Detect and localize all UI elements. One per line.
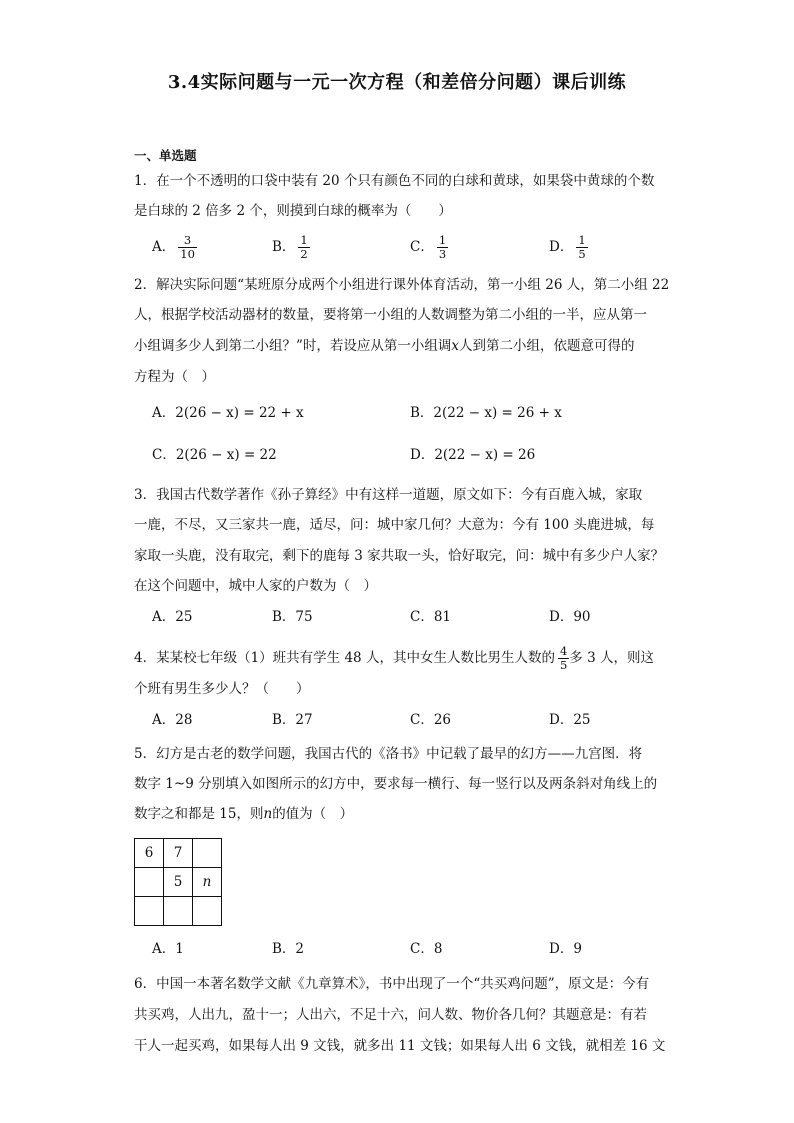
q6-line-3: 干人一起买鸡，如果每人出 9 文钱，就多出 11 文钱；如果每人出 6 文钱，就相差 16 文 bbox=[134, 1038, 666, 1054]
q3-line-1: 3．我国古代数学著作《孙子算经》中有这样一道题，原文如下：今有百鹿入城，家取 bbox=[134, 487, 643, 503]
grid-cell: n bbox=[193, 868, 222, 897]
q3-line-3: 家取一头鹿，没有取完，剩下的鹿每 3 家共取一头，恰好取完，问：城中有多少户人家？ bbox=[134, 548, 665, 564]
fraction: $\frac{1}{5}$ bbox=[578, 233, 586, 261]
q3-option-a: A．25 bbox=[152, 609, 193, 625]
magic-square-grid bbox=[134, 838, 222, 926]
q2-option-d: D．2(22 − x) = 26 bbox=[410, 447, 536, 463]
q1-line-1: 1．在一个不透明的口袋中装有 20 个只有颜色不同的白球和黄球，如果袋中黄球的个数 bbox=[134, 173, 655, 189]
q1-option-c: C． $\frac{1}{3}$ bbox=[410, 233, 447, 261]
q3-option-c: C．81 bbox=[410, 609, 452, 625]
q6-line-2: 共买鸡，人出九，盈十一；人出六，不足十六，问人数、物价各几何？其题意是：有若 bbox=[134, 1007, 647, 1023]
q2-line-3: 小组调多少人到第二小组？”时，若设应从第一小组调x人到第二小组，依题意可得的 bbox=[134, 338, 635, 354]
q4-option-b: B．27 bbox=[272, 712, 313, 728]
page-title: 3.4实际问题与一元一次方程（和差倍分问题）课后训练 bbox=[167, 72, 627, 93]
grid-cell: 7 bbox=[164, 839, 193, 868]
q4-option-a: A．28 bbox=[152, 712, 193, 728]
q1-option-d: D． $\frac{1}{5}$ bbox=[549, 233, 586, 261]
q5-line-2: 数字 1~9 分别填入如图所示的幻方中，要求每一横行、每一竖行以及两条斜对角线上的 bbox=[134, 776, 658, 792]
grid-cell: 6 bbox=[135, 839, 164, 868]
q3-option-b: B．75 bbox=[272, 609, 313, 625]
grid-cell: 5 bbox=[164, 868, 193, 897]
q2-option-c: C．2(26 − x) = 22 bbox=[152, 447, 277, 463]
q4-option-c: C．26 bbox=[410, 712, 452, 728]
fraction: $\frac{1}{2}$ bbox=[300, 233, 308, 261]
q5-option-d: D．9 bbox=[549, 941, 582, 957]
grid-cell bbox=[135, 897, 164, 926]
fraction: $\frac{3}{10}$ bbox=[180, 233, 195, 261]
q4-option-d: D．25 bbox=[549, 712, 591, 728]
section-heading: 一、单选题 bbox=[134, 148, 197, 163]
q4-line-2: 个班有男生多少人？（ ） bbox=[134, 681, 310, 697]
q5-line-1: 5．幻方是古老的数学问题，我国古代的《洛书》中记载了最早的幻方——九宫图．将 bbox=[134, 746, 643, 762]
grid-cell bbox=[135, 868, 164, 897]
q3-line-2: 一鹿，不尽，又三家共一鹿，适尽，问：城中家几何？大意为：今有 100 头鹿进城，每 bbox=[134, 517, 655, 533]
grid-cell bbox=[164, 897, 193, 926]
q1-option-a: A． $\frac{3}{10}$ bbox=[152, 233, 195, 261]
q3-line-4: 在这个问题中，城中人家的户数为（ ） bbox=[134, 578, 377, 594]
variable-n: n bbox=[263, 806, 273, 822]
q1-line-2: 是白球的 2 倍多 2 个，则摸到白球的概率为（ ） bbox=[134, 203, 452, 219]
q5-option-c: C．8 bbox=[410, 941, 443, 957]
q5-option-b: B．2 bbox=[272, 941, 305, 957]
q6-line-1: 6．中国一本著名数学文献《九章算术》，书中出现了一个“共买鸡问题”，原文是：今有 bbox=[134, 976, 650, 992]
q2-option-a: A．2(26 − x) = 22 + x bbox=[152, 405, 304, 421]
grid-cell bbox=[193, 839, 222, 868]
grid-cell bbox=[193, 897, 222, 926]
q1-option-b: B． $\frac{1}{2}$ bbox=[272, 233, 308, 261]
q2-option-b: B．2(22 − x) = 26 + x bbox=[410, 405, 562, 421]
q4-line-1: 4．某某校七年级（1）班共有学生 48 人，其中女生人数比男生人数的 $\frac{4}{5}$ 多 3 人，则这 bbox=[134, 644, 654, 672]
q5-option-a: A．1 bbox=[152, 941, 184, 957]
q5-line-3: 数字之和都是 15，则n的值为（ ） bbox=[134, 806, 354, 822]
q2-line-1: 2．解决实际问题“某班原分成两个小组进行课外体育活动，第一小组 26 人，第二小组 22 bbox=[134, 277, 670, 293]
variable-x: x bbox=[451, 338, 460, 354]
fraction: $\frac{1}{3}$ bbox=[438, 233, 447, 261]
fraction: $\frac{4}{5}$ bbox=[559, 644, 568, 672]
q2-line-2: 人，根据学校活动器材的数量，要将第一小组的人数调整为第二小组的一半，应从第一 bbox=[134, 307, 647, 323]
q3-option-d: D．90 bbox=[549, 609, 591, 625]
q2-line-4: 方程为（ ） bbox=[134, 369, 215, 385]
